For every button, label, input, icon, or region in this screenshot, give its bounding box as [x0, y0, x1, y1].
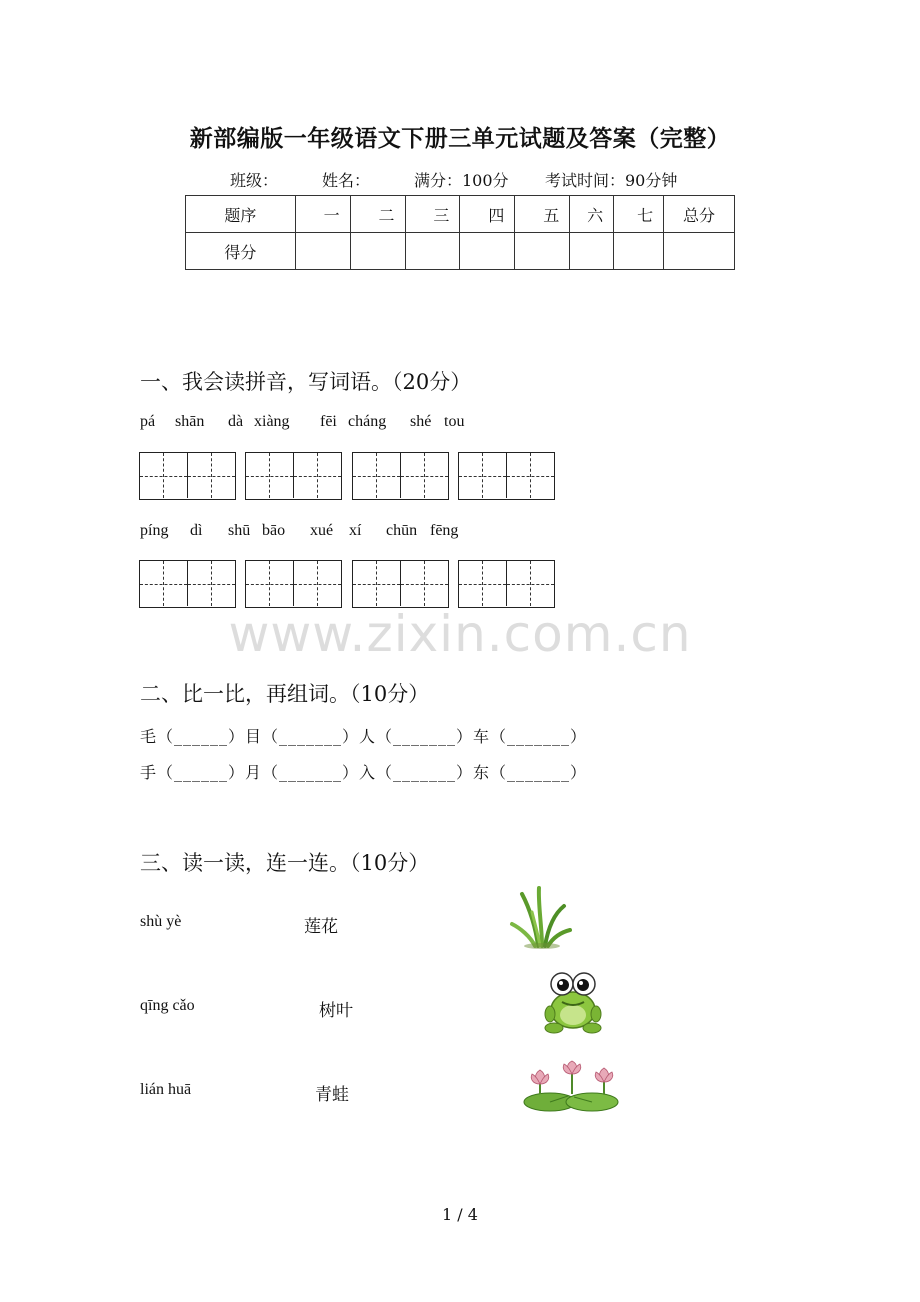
page-number: 1 / 4 [442, 1205, 478, 1224]
table-cell: 二 [350, 196, 405, 233]
table-cell: 题序 [186, 196, 296, 233]
section-heading-2: 二、比一比，再组词。（10分） [140, 682, 430, 706]
score-input-cell[interactable] [295, 233, 350, 270]
pinyin-syllable: tou [444, 413, 465, 430]
table-cell: 六 [570, 196, 614, 233]
pinyin-syllable: pá [140, 413, 156, 430]
score-input-cell[interactable] [614, 233, 664, 270]
pinyin-syllable: shū [228, 522, 251, 539]
table-cell: 三 [405, 196, 460, 233]
table-cell: 七 [614, 196, 664, 233]
pinyin-word: lián huā [140, 1081, 192, 1098]
pinyin-syllable: fēng [430, 522, 459, 539]
score-label: 满分：100分 [414, 171, 509, 190]
pinyin-syllable: dà [228, 413, 244, 430]
score-table-header-row [186, 196, 735, 233]
name-label: 姓名： [322, 171, 371, 190]
lotus-icon [520, 1060, 622, 1116]
score-table-row [186, 233, 735, 270]
section-heading-1: 一、我会读拼音，写词语。（20分） [140, 370, 472, 394]
table-cell: 五 [515, 196, 570, 233]
writing-grid[interactable] [458, 452, 555, 500]
class-label: 班级： [230, 171, 279, 190]
score-input-cell[interactable] [570, 233, 614, 270]
pinyin-syllable: shān [175, 413, 205, 430]
frog-icon [540, 968, 606, 1038]
table-cell: 总分 [664, 196, 735, 233]
pinyin-syllable: shé [410, 413, 432, 430]
word-line-1: 毛（______）目（_______）人（_______）车（_______） [140, 727, 588, 746]
writing-grid[interactable] [139, 560, 236, 608]
score-input-cell[interactable] [460, 233, 515, 270]
table-cell: 一 [295, 196, 350, 233]
pinyin-syllable: fēi [320, 413, 337, 430]
writing-grid[interactable] [245, 560, 342, 608]
word-line-2: 手（______）月（_______）入（_______）东（_______） [140, 763, 588, 782]
pinyin-syllable: cháng [348, 413, 387, 430]
pinyin-syllable: xué [310, 522, 334, 539]
writing-grid[interactable] [352, 452, 449, 500]
pinyin-syllable: dì [190, 522, 203, 539]
pinyin-word: qīng cǎo [140, 997, 195, 1014]
writing-grid[interactable] [352, 560, 449, 608]
writing-grid[interactable] [245, 452, 342, 500]
watermark: www.zixin.com.cn [228, 605, 692, 663]
table-cell: 得分 [186, 233, 296, 270]
chinese-word: 青蛙 [315, 1085, 349, 1105]
time-label: 考试时间：90分钟 [545, 171, 678, 190]
pinyin-word: shù yè [140, 913, 182, 930]
grass-icon [508, 884, 574, 950]
table-cell: 四 [460, 196, 515, 233]
pinyin-syllable: xí [349, 522, 362, 539]
score-input-cell[interactable] [350, 233, 405, 270]
writing-grid[interactable] [139, 452, 236, 500]
score-table [185, 195, 735, 270]
chinese-word: 莲花 [304, 917, 338, 937]
page-title: 新部编版一年级语文下册三单元试题及答案（完整） [189, 125, 731, 152]
score-input-cell[interactable] [664, 233, 735, 270]
score-input-cell[interactable] [515, 233, 570, 270]
writing-grid[interactable] [458, 560, 555, 608]
score-input-cell[interactable] [405, 233, 460, 270]
section-heading-3: 三、读一读，连一连。（10分） [140, 851, 430, 875]
pinyin-syllable: xiàng [254, 413, 290, 430]
pinyin-syllable: píng [140, 522, 169, 539]
pinyin-syllable: bāo [262, 522, 286, 539]
pinyin-syllable: chūn [386, 522, 418, 539]
chinese-word: 树叶 [319, 1001, 353, 1021]
